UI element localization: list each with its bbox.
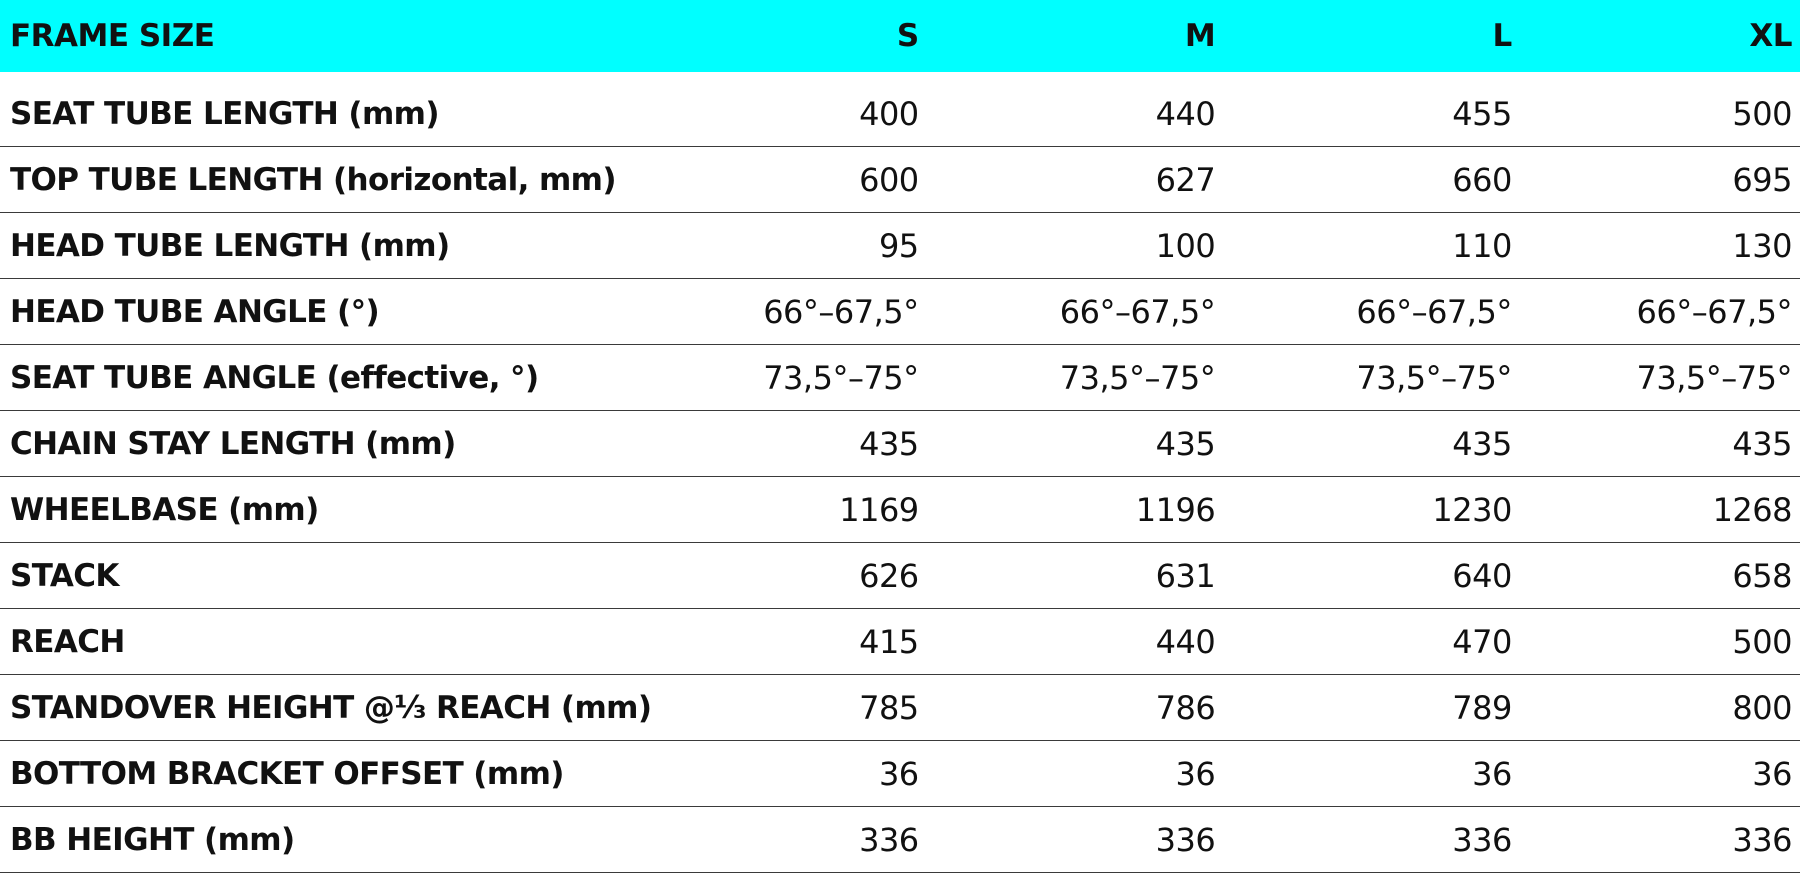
- table-row: [0, 741, 1800, 807]
- value-cell-m: 100: [931, 213, 1228, 279]
- value-cell-s: 1169: [634, 477, 931, 543]
- value-cell-xl: 73,5°–75°: [1524, 345, 1800, 411]
- table-header-row: [0, 0, 1800, 72]
- row-label: CHAIN STAY LENGTH (mm): [0, 411, 634, 477]
- value-cell-l: 36: [1227, 741, 1524, 807]
- row-label: HEAD TUBE LENGTH (mm): [0, 213, 634, 279]
- value-cell-xl: 130: [1524, 213, 1800, 279]
- value-cell-s: 435: [634, 411, 931, 477]
- row-label: BOTTOM BRACKET OFFSET (mm): [0, 741, 634, 807]
- value-cell-l: 789: [1227, 675, 1524, 741]
- value-cell-xl: 66°–67,5°: [1524, 279, 1800, 345]
- value-cell-xl: 36: [1524, 741, 1800, 807]
- row-label: STACK: [0, 543, 634, 609]
- row-label: TOP TUBE LENGTH (horizontal, mm): [0, 147, 634, 213]
- table-row: [0, 807, 1800, 873]
- value-cell-s: 400: [634, 81, 931, 147]
- table-body: [0, 72, 1800, 873]
- value-cell-m: 73,5°–75°: [931, 345, 1228, 411]
- value-cell-l: 1230: [1227, 477, 1524, 543]
- value-cell-l: 336: [1227, 807, 1524, 873]
- value-cell-s: 785: [634, 675, 931, 741]
- value-cell-l: 470: [1227, 609, 1524, 675]
- value-cell-s: 73,5°–75°: [634, 345, 931, 411]
- value-cell-m: 1196: [931, 477, 1228, 543]
- value-cell-m: 786: [931, 675, 1228, 741]
- value-cell-m: 336: [931, 807, 1228, 873]
- row-label: SEAT TUBE LENGTH (mm): [0, 81, 634, 147]
- value-cell-s: 626: [634, 543, 931, 609]
- row-label: WHEELBASE (mm): [0, 477, 634, 543]
- value-cell-s: 95: [634, 213, 931, 279]
- value-cell-l: 110: [1227, 213, 1524, 279]
- value-cell-l: 66°–67,5°: [1227, 279, 1524, 345]
- table-row: [0, 147, 1800, 213]
- table-row: [0, 609, 1800, 675]
- value-cell-m: 440: [931, 81, 1228, 147]
- value-cell-s: 336: [634, 807, 931, 873]
- row-label: STANDOVER HEIGHT @⅓ REACH (mm): [0, 675, 634, 741]
- value-cell-s: 36: [634, 741, 931, 807]
- row-label: BB HEIGHT (mm): [0, 807, 634, 873]
- value-cell-l: 455: [1227, 81, 1524, 147]
- value-cell-s: 66°–67,5°: [634, 279, 931, 345]
- value-cell-xl: 800: [1524, 675, 1800, 741]
- value-cell-m: 440: [931, 609, 1228, 675]
- value-cell-xl: 1268: [1524, 477, 1800, 543]
- value-cell-l: 435: [1227, 411, 1524, 477]
- value-cell-xl: 695: [1524, 147, 1800, 213]
- row-label: HEAD TUBE ANGLE (°): [0, 279, 634, 345]
- value-cell-l: 640: [1227, 543, 1524, 609]
- value-cell-l: 73,5°–75°: [1227, 345, 1524, 411]
- row-label: REACH: [0, 609, 634, 675]
- size-header-l: L: [1227, 0, 1524, 72]
- value-cell-xl: 435: [1524, 411, 1800, 477]
- table-row: [0, 81, 1800, 147]
- value-cell-xl: 500: [1524, 609, 1800, 675]
- table-row: [0, 345, 1800, 411]
- value-cell-xl: 336: [1524, 807, 1800, 873]
- value-cell-m: 627: [931, 147, 1228, 213]
- value-cell-m: 435: [931, 411, 1228, 477]
- value-cell-m: 66°–67,5°: [931, 279, 1228, 345]
- table-row: [0, 675, 1800, 741]
- value-cell-l: 660: [1227, 147, 1524, 213]
- value-cell-xl: 500: [1524, 81, 1800, 147]
- size-header-xl: XL: [1524, 0, 1800, 72]
- table-row: [0, 411, 1800, 477]
- size-header-s: S: [634, 0, 931, 72]
- value-cell-s: 600: [634, 147, 931, 213]
- frame-size-header: FRAME SIZE: [0, 0, 634, 72]
- row-label: SEAT TUBE ANGLE (effective, °): [0, 345, 634, 411]
- table-row: [0, 543, 1800, 609]
- table-row: [0, 279, 1800, 345]
- value-cell-m: 631: [931, 543, 1228, 609]
- size-header-m: M: [931, 0, 1228, 72]
- table-row: [0, 477, 1800, 543]
- value-cell-m: 36: [931, 741, 1228, 807]
- value-cell-xl: 658: [1524, 543, 1800, 609]
- table-row: [0, 213, 1800, 279]
- value-cell-s: 415: [634, 609, 931, 675]
